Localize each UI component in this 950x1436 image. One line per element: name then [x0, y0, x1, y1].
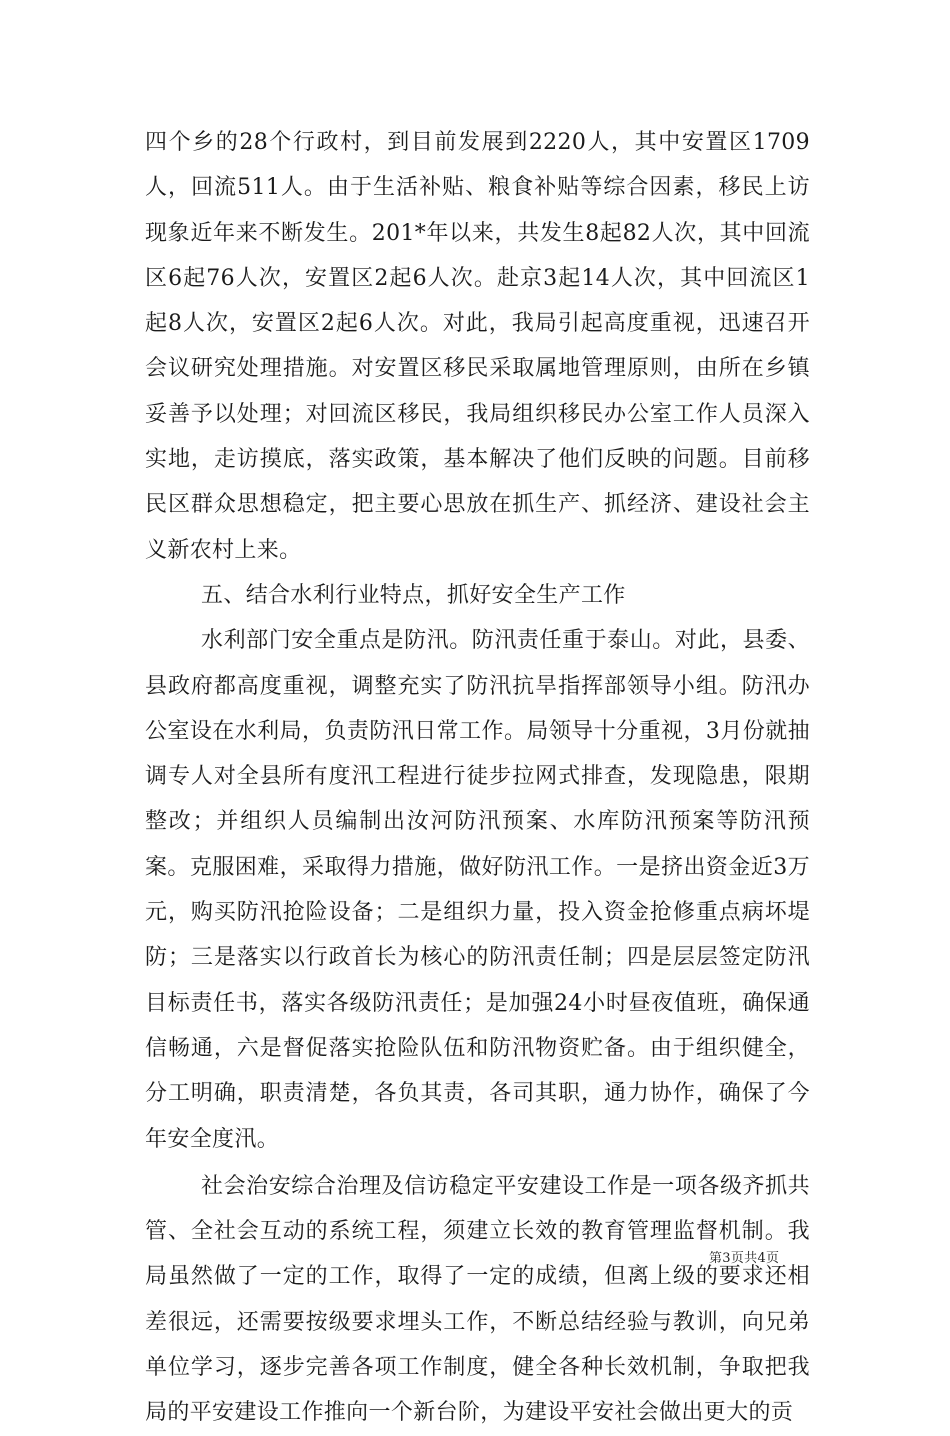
- paragraph-migrant-petitions: 四个乡的28个行政村，到目前发展到2220人，其中安置区1709人，回流511人。由于生活补贴、粮食补贴等综合因素，移民上访现象近年来不断发生。201*年以来，共发生8起82人次，其中回流区6起76人次，安置区2起6人次。赴京3起14人次，其中回流区1起8人次，安置区2起6人次。对此，我局引起高度重视，迅速召开会议研究处理措施。对安置区移民采取属地管理原则，由所在乡镇妥善予以处理；对回流区移民，我局组织移民办公室工作人员深入实地，走访摸底，落实政策，基本解决了他们反映的问题。目前移民区群众思想稳定，把主要心思放在抓生产、抓经济、建设社会主义新农村上来。: [145, 130, 810, 563]
- page-number-footer: 第3页共4页: [709, 1251, 780, 1266]
- document-body: [145, 120, 810, 1436]
- section-heading-safety-production: 五、结合水利行业特点，抓好安全生产工作: [201, 582, 626, 608]
- paragraph-conclusion: 社会治安综合治理及信访稳定平安建设工作是一项各级齐抓共管、全社会互动的系统工程，须建立长效的教育管理监督机制。我局虽然做了一定的工作，取得了一定的成绩，但离上级的要求还相差很远，还需要按级要求埋头工作，不断总结经验与教训，向兄弟单位学习，逐步完善各项工作制度，健全各种长效机制，争取把我局的平安建设工作推向一个新台阶，为建设平安社会做出更大的贡: [145, 1173, 810, 1426]
- paragraph-flood-control: 水利部门安全重点是防汛。防汛责任重于泰山。对此，县委、县政府都高度重视，调整充实了防汛抗旱指挥部领导小组。防汛办公室设在水利局，负责防汛日常工作。局领导十分重视，3月份就抽调专人对全县所有度汛工程进行徒步拉网式排查，发现隐患，限期整改；并组织人员编制出汝河防汛预案、水库防汛预案等防汛预案。克服困难，采取得力措施，做好防汛工作。一是挤出资金近3万元，购买防汛抢险设备；二是组织力量，投入资金抢修重点病坏堤防；三是落实以行政首长为核心的防汛责任制；四是层层签定防汛目标责任书，落实各级防汛责任；是加强24小时昼夜值班，确保通信畅通，六是督促落实抢险队伍和防汛物资贮备。由于组织健全，分工明确，职责清楚，各负其责，各司其职，通力协作，确保了今年安全度汛。: [145, 628, 810, 1152]
